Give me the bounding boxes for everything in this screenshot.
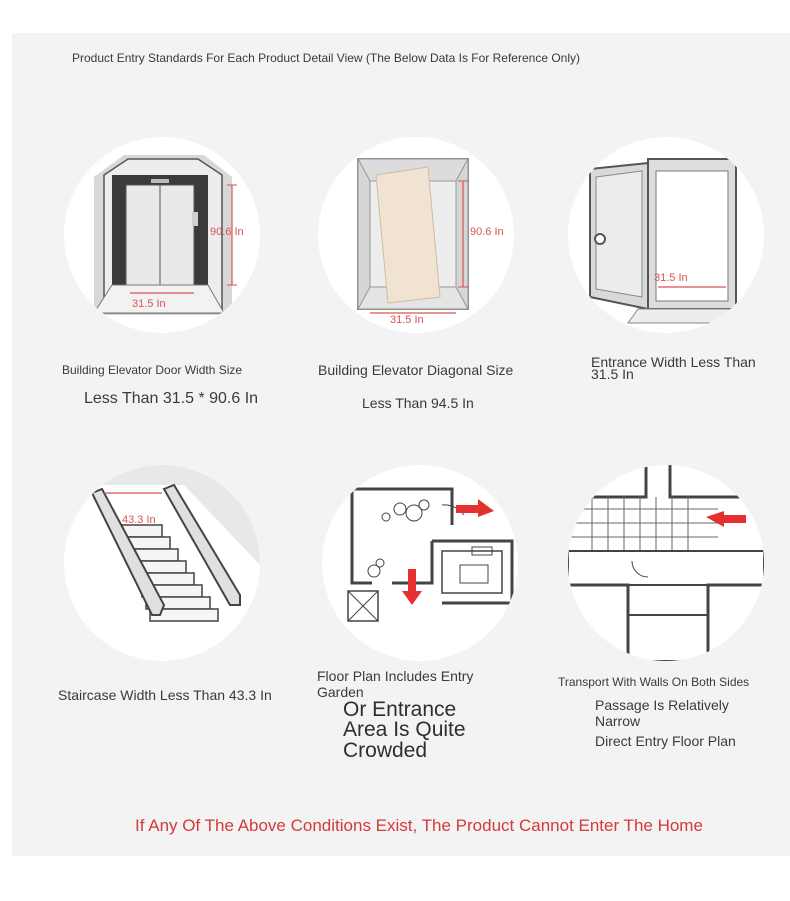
detail-elevator-diagonal: Less Than 94.5 In (362, 395, 474, 411)
floor-plan-illustration (322, 465, 518, 661)
measure-width: 31.5 In (390, 314, 424, 326)
caption-transport-walls: Transport With Walls On Both Sides (558, 675, 750, 689)
elevator-diagonal-illustration (318, 137, 514, 333)
measure-width: 31.5 In (654, 272, 688, 284)
measure-height: 90.6 In (470, 226, 504, 238)
entrance-door-illustration (568, 137, 764, 333)
corridor-illustration (568, 465, 764, 661)
staircase-illustration (64, 465, 260, 661)
detail-floor-plan-line1: Or Entrance (343, 698, 457, 721)
detail-floor-plan-line3: Crowded (343, 739, 428, 762)
detail-transport-line1: Passage Is Relatively (595, 697, 729, 713)
caption-floor-plan: Floor Plan Includes Entry (317, 668, 474, 684)
warning-text: If Any Of The Above Conditions Exist, The Product Cannot Enter The Home (135, 816, 703, 835)
caption-elevator-door: Building Elevator Door Width Size (62, 363, 243, 377)
caption-elevator-diagonal: Building Elevator Diagonal Size (318, 362, 514, 378)
detail-floor-plan-line2: Area Is Quite (343, 718, 466, 741)
measure-width: 31.5 In (132, 298, 166, 310)
detail-elevator-door: Less Than 31.5 * 90.6 In (84, 390, 259, 407)
caption-entrance-width: Entrance Width Less Than (591, 354, 756, 370)
detail-transport-line3: Direct Entry Floor Plan (595, 733, 736, 749)
caption-staircase: Staircase Width Less Than 43.3 In (58, 687, 272, 703)
elevator-door-illustration (64, 137, 260, 333)
detail-entrance-width: 31.5 In (591, 366, 634, 382)
detail-transport-line2: Narrow (595, 713, 641, 729)
measure-width: 43.3 In (122, 514, 156, 526)
page-header: Product Entry Standards For Each Product Detail View (The Below Data Is For Reference Only) (72, 51, 580, 65)
caption-floor-plan-line2: Garden (317, 684, 364, 700)
measure-height: 90.6 In (210, 226, 244, 238)
